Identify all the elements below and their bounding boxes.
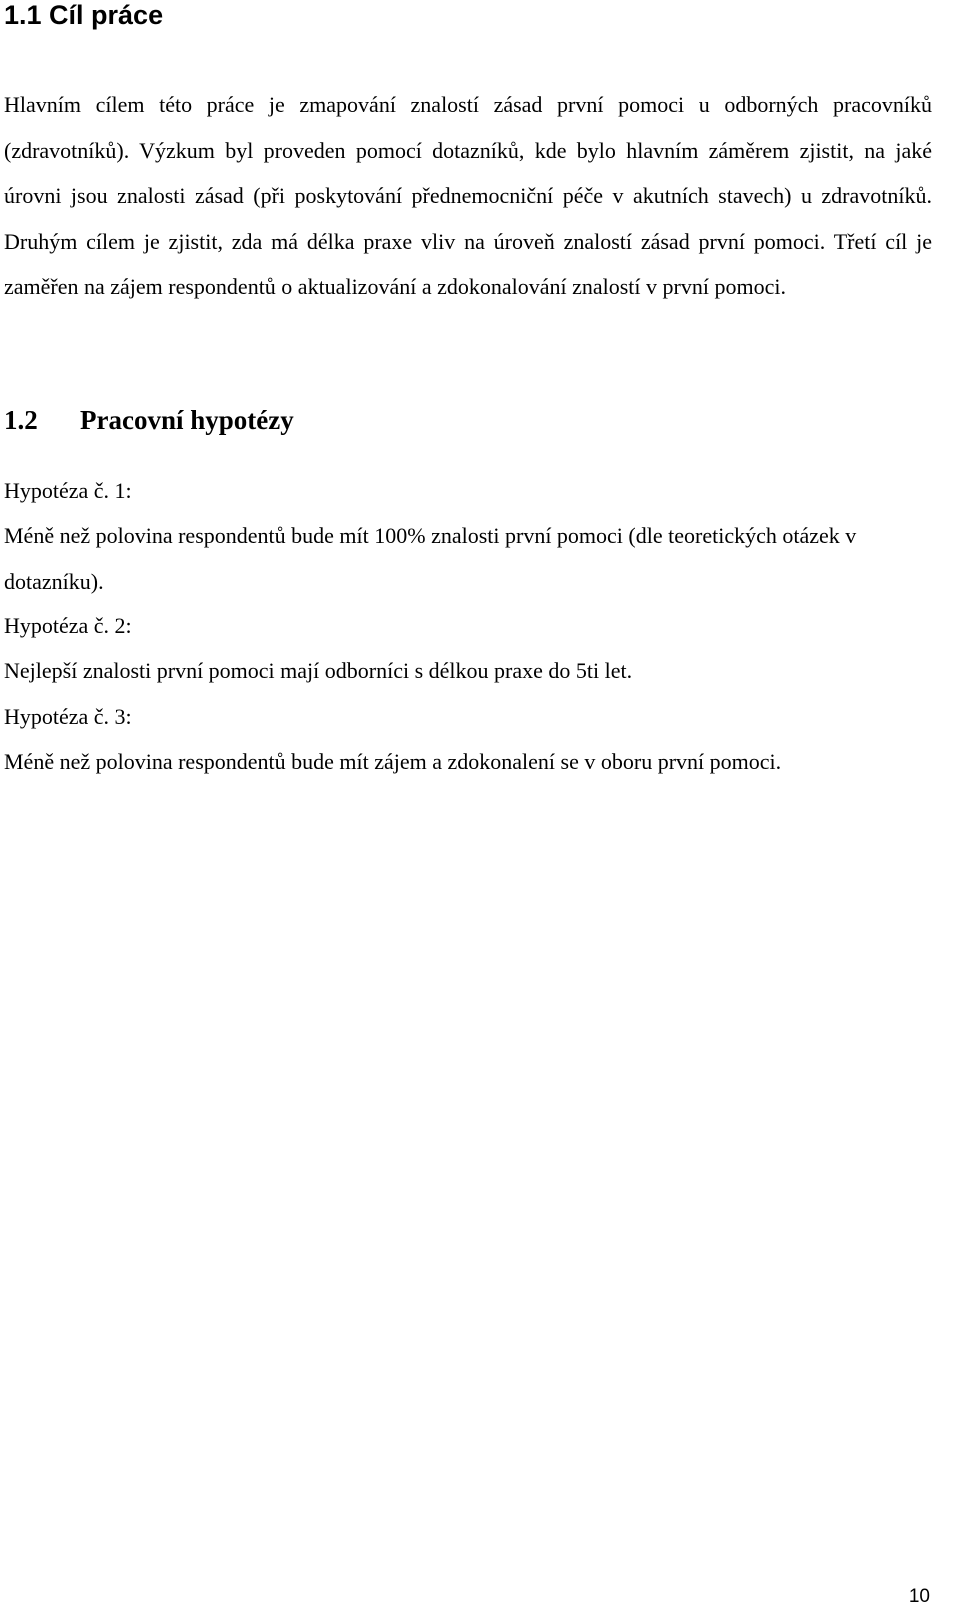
- section-title: Pracovní hypotézy: [80, 405, 294, 435]
- page-number: 10: [908, 1586, 930, 1607]
- section-number: 1.2: [4, 405, 38, 435]
- hypothesis-3-label: Hypotéza č. 3:: [4, 704, 132, 729]
- hypothesis-1-text: Méně než polovina respondentů bude mít 100% znalosti první pomoci (dle teoretických otázek v dotazníku).: [4, 523, 857, 594]
- hypothesis-1-label: Hypotéza č. 1:: [4, 478, 132, 503]
- hypothesis-3-text: Méně než polovina respondentů bude mít zájem a zdokonalení se v oboru první pomoci.: [4, 749, 782, 774]
- section-heading-hypotheses: [4, 402, 294, 438]
- section-heading-goal: 1.1 Cíl práce: [4, 0, 164, 30]
- hypothesis-2-label: Hypotéza č. 2:: [4, 613, 132, 638]
- hypothesis-2-text: Nejlepší znalosti první pomoci mají odborníci s délkou praxe do 5ti let.: [4, 658, 633, 683]
- goal-paragraph: Hlavním cílem této práce je zmapování znalostí zásad první pomoci u odborných pracovníků (zdravotníků). Výzkum byl proveden pomocí dotazníků, kde bylo hlavním záměrem zjistit, na jaké úrovni jsou znalosti zásad (při poskytování přednemocniční péče v akutních stavech) u zdravotníků. Druhým cílem je zjistit, zda má délka praxe vliv na úroveň znalostí zásad první pomoci. Třetí cíl je zaměřen na zájem respondentů o aktualizování a zdokonalování znalostí v první pomoci.: [4, 92, 932, 299]
